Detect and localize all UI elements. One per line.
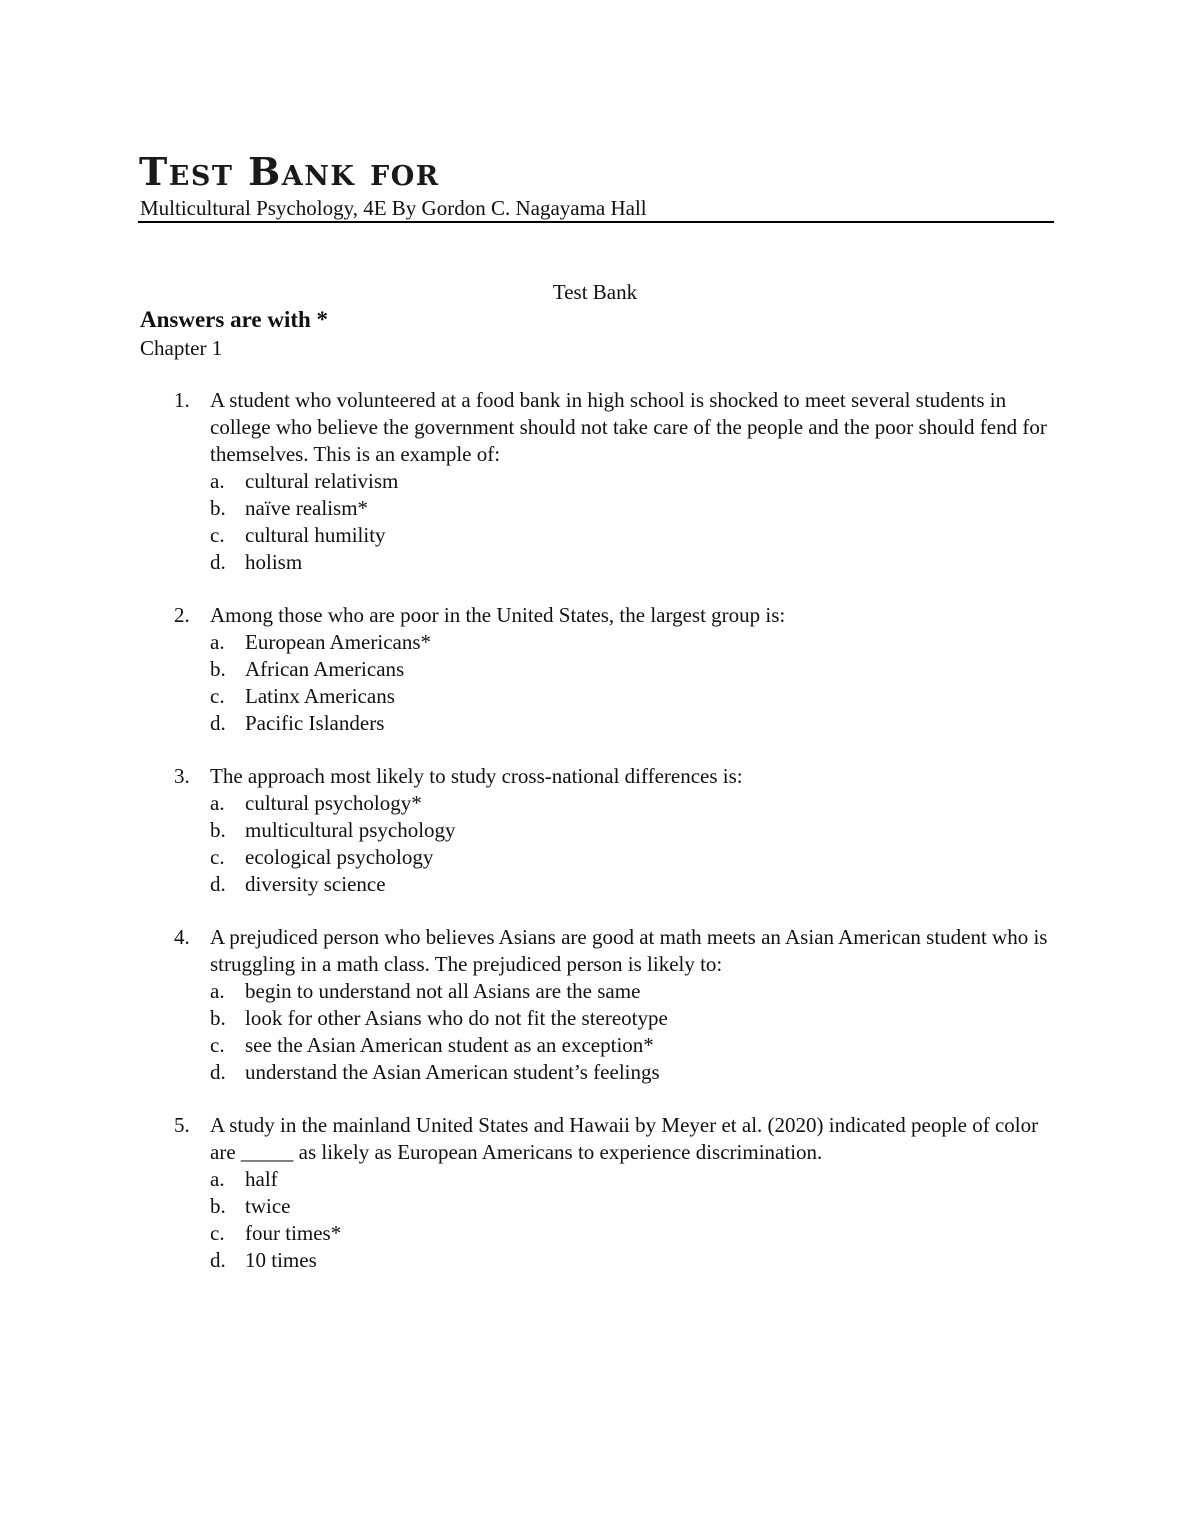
option-letter: b. — [210, 1006, 226, 1030]
option-text: holism — [245, 550, 303, 574]
option-text: begin to understand not all Asians are the same — [245, 979, 641, 1003]
option-letter: a. — [210, 630, 225, 654]
question-1 — [140, 387, 1060, 576]
option-text: four times* — [245, 1221, 342, 1245]
question-3 — [140, 763, 1060, 898]
option-text: see the Asian American student as an exception* — [245, 1033, 654, 1057]
option-text: understand the Asian American student’s feelings — [245, 1060, 660, 1084]
answer-option — [140, 817, 1060, 844]
option-text: multicultural psychology — [245, 818, 456, 842]
answer-option — [140, 1005, 1060, 1032]
option-text: European Americans* — [245, 630, 432, 654]
option-letter: c. — [210, 1033, 225, 1057]
answer-option — [140, 710, 1060, 737]
answer-option — [140, 629, 1060, 656]
option-text: 10 times — [245, 1248, 317, 1272]
option-letter: a. — [210, 791, 225, 815]
answer-option — [140, 656, 1060, 683]
option-text: half — [245, 1167, 278, 1191]
question-2 — [140, 602, 1060, 737]
option-text: Latinx Americans — [245, 684, 395, 708]
option-text: cultural humility — [245, 523, 386, 547]
option-letter: d. — [210, 1248, 226, 1272]
answer-option — [140, 844, 1060, 871]
option-letter: c. — [210, 845, 225, 869]
option-text: Pacific Islanders — [245, 711, 385, 735]
option-text: twice — [245, 1194, 291, 1218]
header-subtitle: Multicultural Psychology, 4E By Gordon C. Nagayama Hall — [140, 196, 647, 220]
question-text: A prejudiced person who believes Asians are good at math meets an Asian American student who is struggling in a math class. The prejudiced person is likely to: — [210, 925, 1048, 976]
answer-option — [140, 1220, 1060, 1247]
answer-option — [140, 1032, 1060, 1059]
question-number: 4. — [174, 925, 190, 949]
answer-option — [140, 790, 1060, 817]
question-number: 1. — [174, 388, 190, 412]
question-number: 3. — [174, 764, 190, 788]
option-text: naïve realism* — [245, 496, 369, 520]
question-list — [140, 387, 1060, 1300]
option-text: African Americans — [245, 657, 405, 681]
answer-option — [140, 1193, 1060, 1220]
question-number: 5. — [174, 1113, 190, 1137]
question-4 — [140, 924, 1060, 1086]
answer-option — [140, 683, 1060, 710]
option-letter: a. — [210, 979, 225, 1003]
answer-option — [140, 468, 1060, 495]
header-title: Test Bank for — [139, 149, 440, 194]
answer-option — [140, 978, 1060, 1005]
option-text: cultural relativism — [245, 469, 399, 493]
option-text: cultural psychology* — [245, 791, 422, 815]
option-letter: b. — [210, 818, 226, 842]
answers-note: Answers are with * — [140, 307, 329, 332]
answer-option — [140, 871, 1060, 898]
question-text: A student who volunteered at a food bank in high school is shocked to meet several students in college who believe the government should not take care of the people and the poor should fend for themselves. This is an example of: — [210, 388, 1047, 466]
question-text: Among those who are poor in the United States, the largest group is: — [210, 603, 786, 627]
option-letter: b. — [210, 496, 226, 520]
option-letter: c. — [210, 523, 225, 547]
question-text: A study in the mainland United States and Hawaii by Meyer et al. (2020) indicated people of color are _____ as likely as European Americans to experience discrimination. — [210, 1113, 1039, 1164]
question-5 — [140, 1112, 1060, 1274]
option-letter: d. — [210, 550, 226, 574]
header-divider — [138, 221, 1054, 223]
option-letter: d. — [210, 711, 226, 735]
chapter-heading: Chapter 1 — [140, 336, 223, 360]
document-label: Test Bank — [552, 280, 638, 304]
answer-option — [140, 1166, 1060, 1193]
option-text: ecological psychology — [245, 845, 434, 869]
answer-option — [140, 1059, 1060, 1086]
answer-option — [140, 495, 1060, 522]
option-letter: a. — [210, 1167, 225, 1191]
option-letter: a. — [210, 469, 225, 493]
question-text: The approach most likely to study cross-national differences is: — [210, 764, 743, 788]
option-text: diversity science — [245, 872, 386, 896]
option-letter: c. — [210, 1221, 225, 1245]
option-letter: b. — [210, 657, 226, 681]
answer-option — [140, 522, 1060, 549]
option-letter: c. — [210, 684, 225, 708]
answer-option — [140, 1247, 1060, 1274]
option-letter: d. — [210, 872, 226, 896]
answer-option — [140, 549, 1060, 576]
option-letter: b. — [210, 1194, 226, 1218]
question-number: 2. — [174, 603, 190, 627]
option-text: look for other Asians who do not fit the stereotype — [245, 1006, 668, 1030]
option-letter: d. — [210, 1060, 226, 1084]
